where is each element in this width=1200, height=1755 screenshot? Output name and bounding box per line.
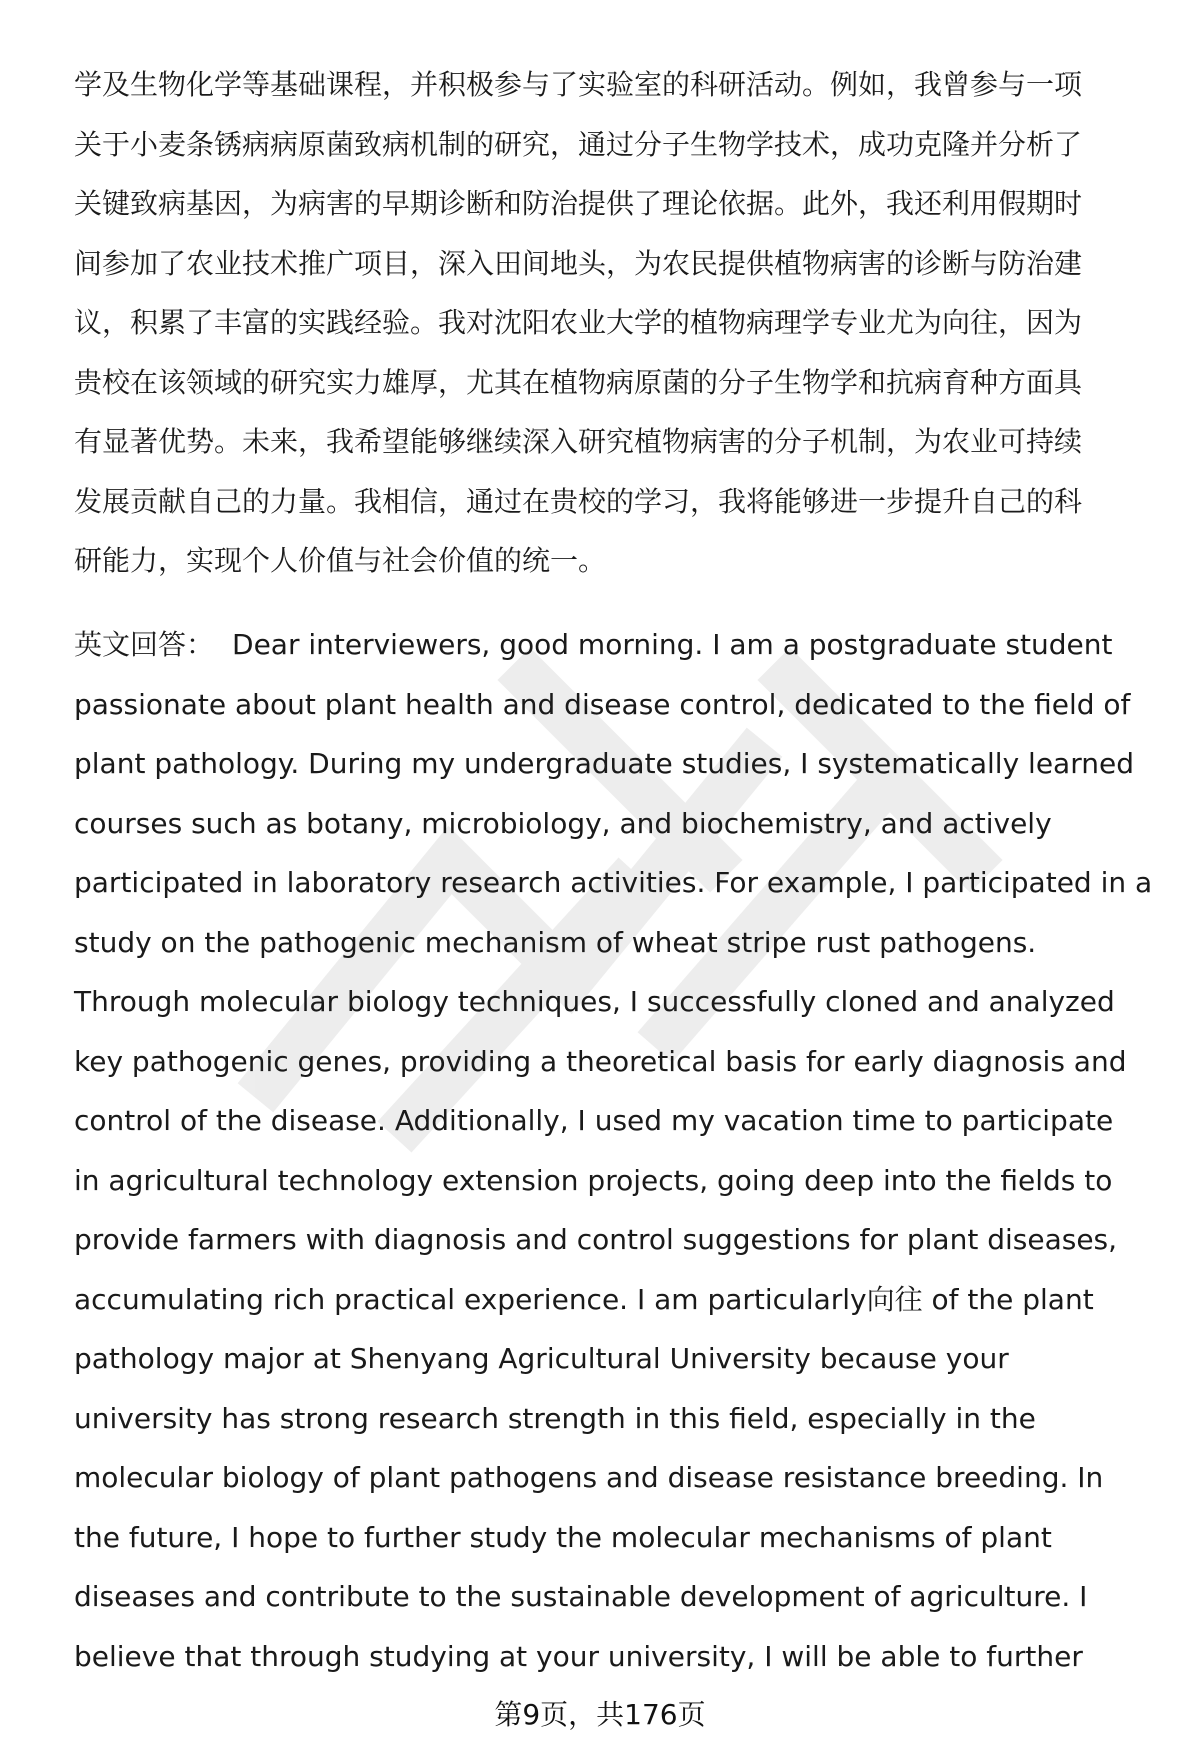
en-line: the future, I hope to further study the molecular mechanisms of plant <box>74 1520 1052 1554</box>
chinese-paragraph <box>74 55 1154 591</box>
en-line: study on the pathogenic mechanism of wheat stripe rust pathogens. <box>74 925 1037 959</box>
english-answer <box>74 615 1154 1686</box>
zh-line: 关于小麦条锈病病原菌致病机制的研究，通过分子生物学技术，成功克隆并分析了 <box>74 127 1083 161</box>
en-line: key pathogenic genes, providing a theoretical basis for early diagnosis and <box>74 1044 1127 1078</box>
en-line: control of the disease. Additionally, I used my vacation time to participate <box>74 1104 1114 1137</box>
en-line: believe that through studying at your university, I will be able to further <box>74 1639 1083 1673</box>
en-line: pathology major at Shenyang Agricultural University because your <box>74 1342 1009 1375</box>
zh-line: 研能力，实现个人价值与社会价值的统一。 <box>74 544 607 577</box>
en-line: accumulating rich practical experience. I am particularly向往 of the plant <box>74 1282 1094 1316</box>
en-line: university has strong research strength in this field, especially in the <box>74 1401 1036 1435</box>
zh-line: 议，积累了丰富的实践经验。我对沈阳农业大学的植物病理学专业尤为向往，因为 <box>74 306 1083 339</box>
en-line: plant pathology. During my undergraduate studies, I systematically learned <box>74 747 1134 780</box>
en-line: in agricultural technology extension projects, going deep into the fields to <box>74 1163 1113 1197</box>
en-line: participated in laboratory research activities. For example, I participated in a <box>74 866 1153 899</box>
en-line: Through molecular biology techniques, I successfully cloned and analyzed <box>74 985 1115 1018</box>
en-line: provide farmers with diagnosis and control suggestions for plant diseases, <box>74 1223 1118 1256</box>
zh-line: 学及生物化学等基础课程，并积极参与了实验室的科研活动。例如，我曾参与一项 <box>74 68 1083 101</box>
en-line-text: Dear interviewers, good morning. I am a postgraduate student <box>232 628 1113 661</box>
en-line: molecular biology of plant pathogens and disease resistance breeding. In <box>74 1461 1104 1494</box>
zh-line: 贵校在该领域的研究实力雄厚，尤其在植物病原菌的分子生物学和抗病育种方面具 <box>74 365 1083 399</box>
en-line: diseases and contribute to the sustainable development of agriculture. I <box>74 1580 1088 1613</box>
en-line: courses such as botany, microbiology, and biochemistry, and actively <box>74 806 1052 840</box>
zh-line: 间参加了农业技术推广项目，深入田间地头，为农民提供植物病害的诊断与防治建 <box>74 246 1083 280</box>
page-number-footer: 第9页，共176页 <box>494 1698 706 1731</box>
en-line: passionate about plant health and disease control, dedicated to the field of <box>74 687 1131 721</box>
en-line-first <box>74 615 1154 675</box>
zh-line: 发展贡献自己的力量。我相信，通过在贵校的学习，我将能够进一步提升自己的科 <box>74 484 1083 518</box>
zh-line: 关键致病基因，为病害的早期诊断和防治提供了理论依据。此外，我还利用假期时 <box>74 187 1083 220</box>
zh-line: 有显著优势。未来，我希望能够继续深入研究植物病害的分子机制，为农业可持续 <box>74 425 1083 458</box>
english-answer-label: 英文回答： <box>74 628 215 661</box>
